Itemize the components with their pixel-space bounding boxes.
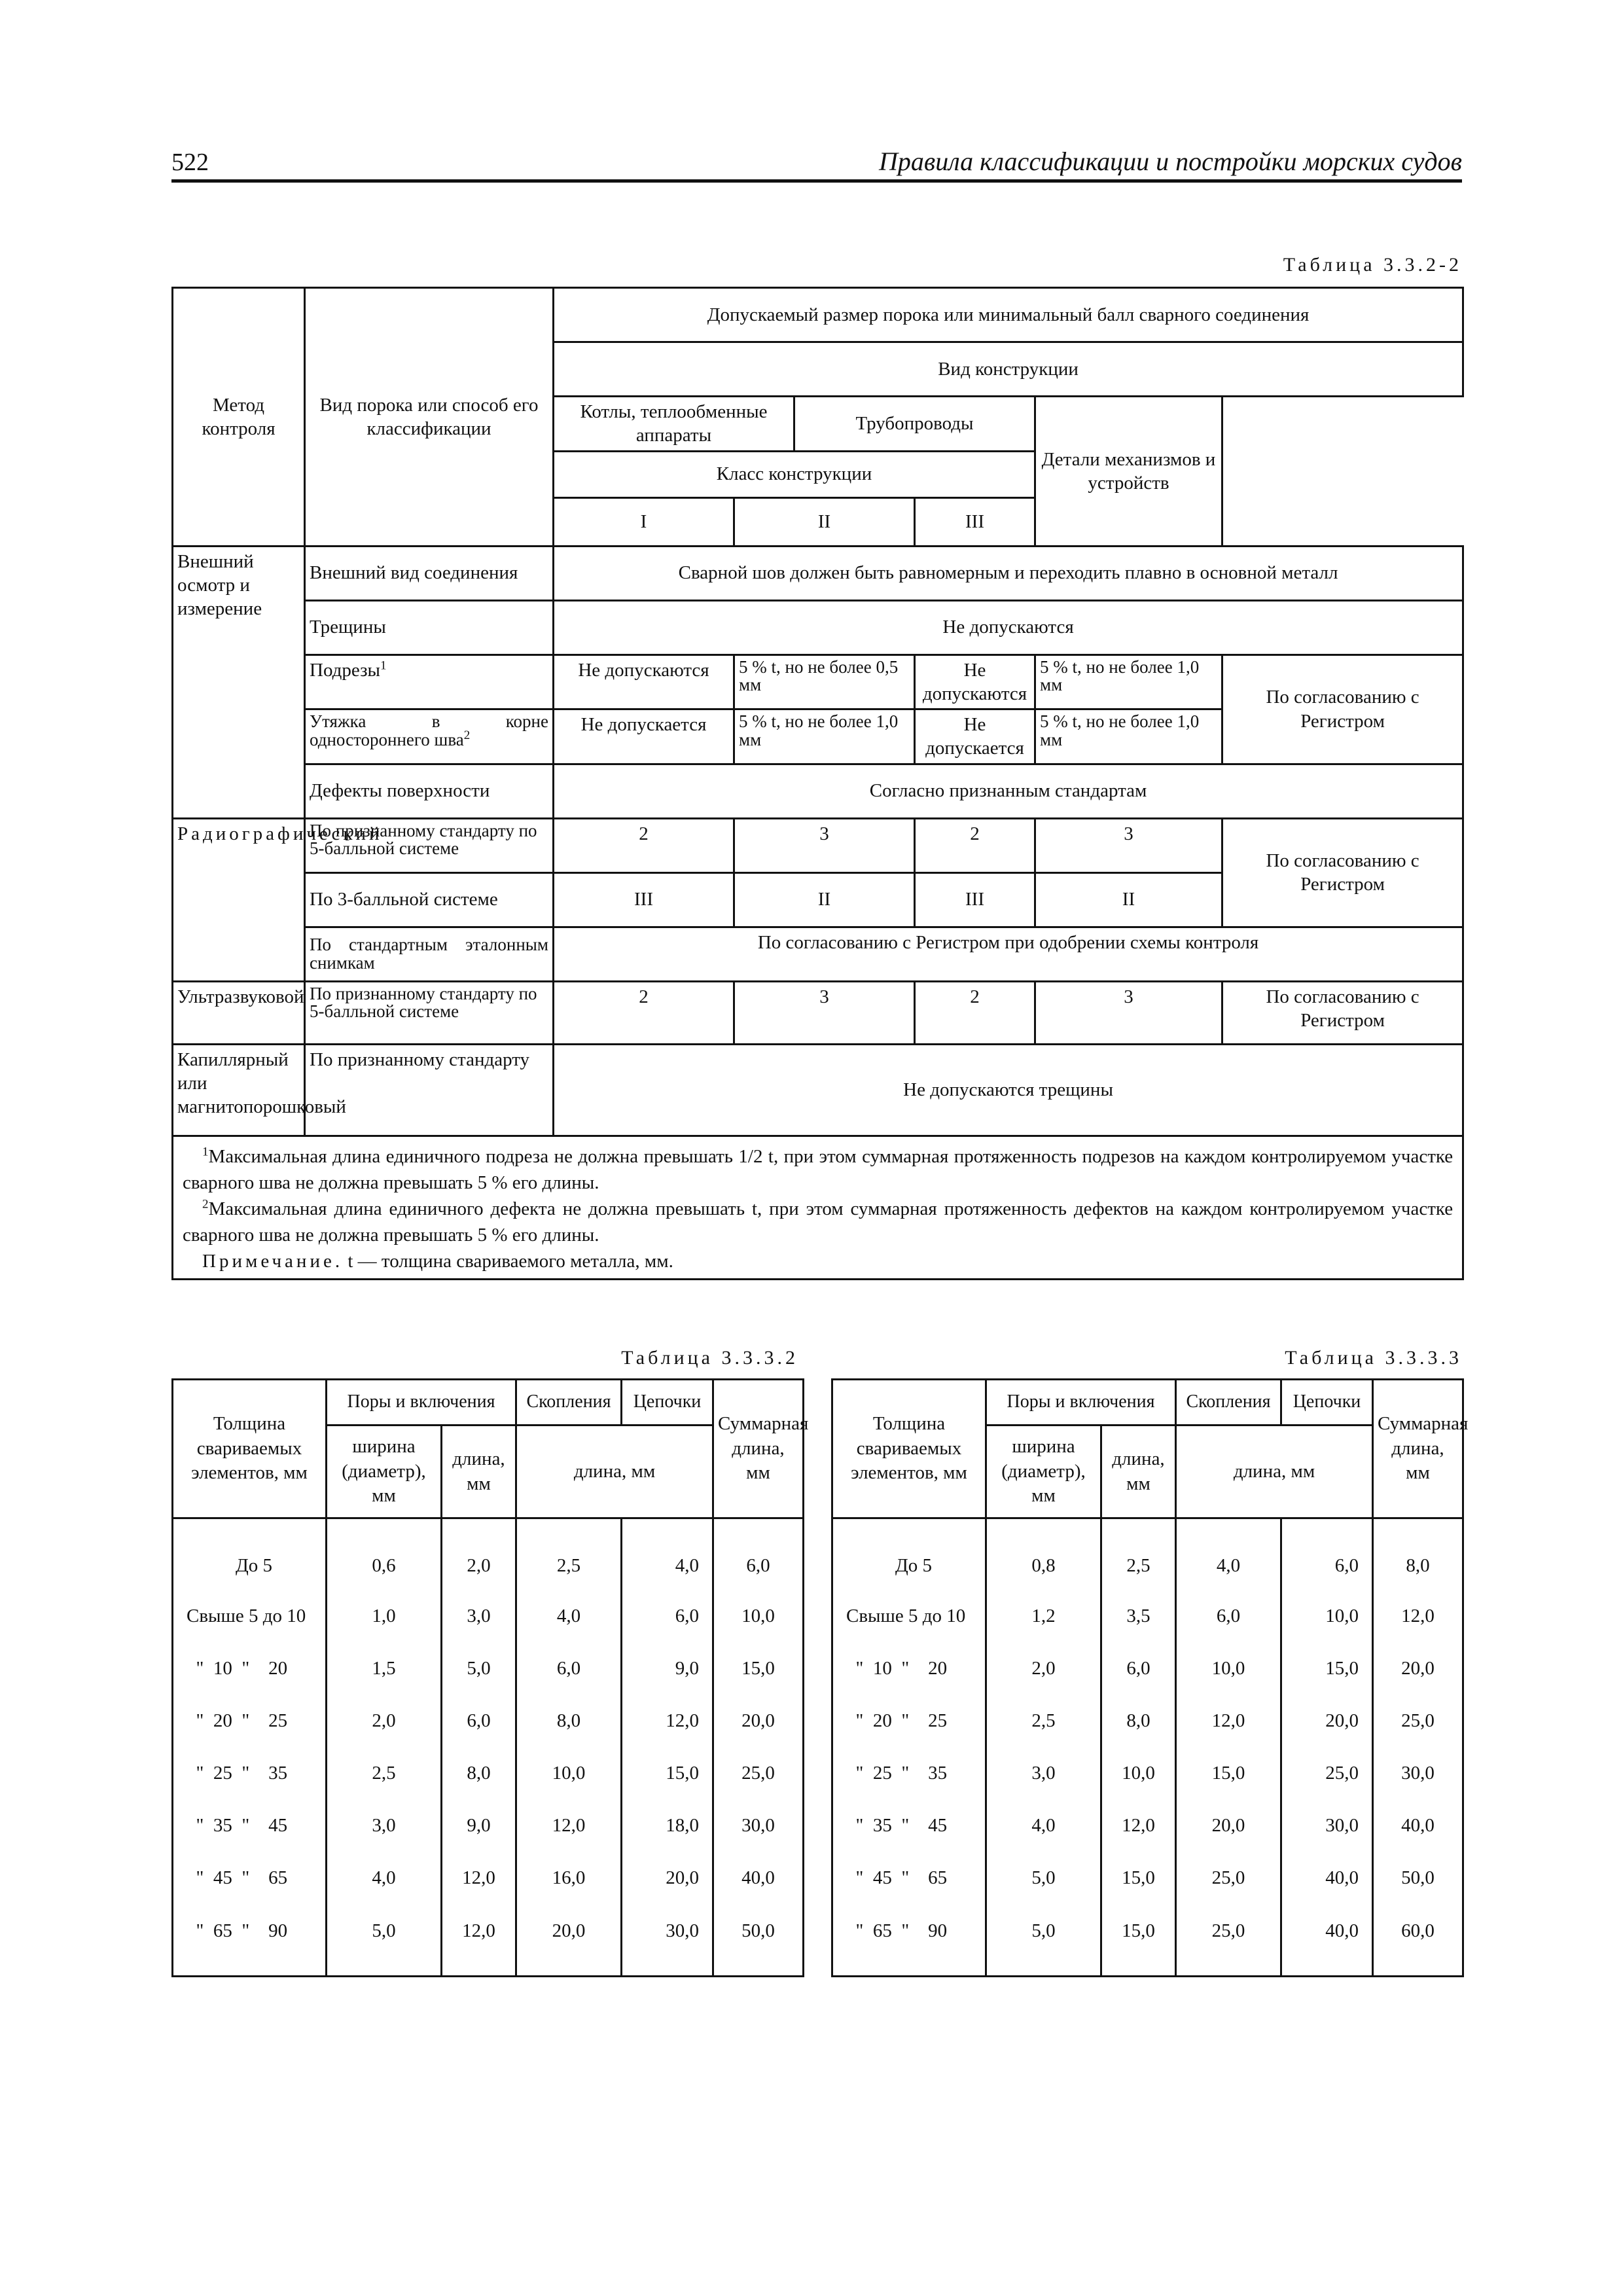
value-cell: 1,2 <box>986 1590 1101 1643</box>
value-cell: 20,0 <box>1373 1643 1463 1695</box>
boilers-header: Котлы, теплообменные аппараты <box>554 397 794 452</box>
class-header: I <box>554 497 734 546</box>
radio-3pt-value: III <box>554 872 734 927</box>
value-cell: 25,0 <box>1373 1695 1463 1748</box>
thickness-cell: " 25 " 35 <box>173 1748 327 1800</box>
pores-header: Поры и включения <box>986 1380 1176 1426</box>
shrink-value: Не допускается <box>554 709 734 764</box>
value-cell: 15,0 <box>622 1748 713 1800</box>
footnote-ref: 1 <box>380 658 387 672</box>
thickness-cell: " 10 " 20 <box>832 1643 986 1695</box>
allowed-size-header: Допускаемый размер порока или минимальный балл сварного соединения <box>554 288 1463 342</box>
capillary-label: По признанному стандарту <box>305 1044 554 1136</box>
table-row <box>832 1518 1463 1590</box>
undercuts-value: 5 % t, но не более 1,0 мм <box>1035 655 1222 709</box>
table-row <box>832 1905 1463 1977</box>
radio-std5-value: 3 <box>734 818 915 872</box>
value-cell: 2,5 <box>516 1518 622 1590</box>
thickness-cell: " 45 " 65 <box>832 1852 986 1905</box>
value-cell: 8,0 <box>1373 1518 1463 1590</box>
running-header <box>171 147 1462 181</box>
footnote-ref: 2 <box>463 728 471 742</box>
radio-ref-value: По согласованию с Регистром при одобрении схемы контроля <box>554 927 1463 981</box>
value-cell: 2,0 <box>986 1643 1101 1695</box>
value-cell: 0,8 <box>986 1518 1101 1590</box>
table-row <box>173 1590 804 1643</box>
value-cell: 20,0 <box>516 1905 622 1977</box>
value-cell: 9,0 <box>442 1800 516 1852</box>
table-row <box>173 1695 804 1748</box>
footnote-1: $^1$Максимальная длина единичного подреза не должна превышать 1/2 t, при этом суммарная протяженность подрезов на каждом контролируемом участке сварного шва не должна превышать 5 % его длины. <box>183 1144 1454 1193</box>
table-row <box>832 1643 1463 1695</box>
total-header: Суммарная длина, мм <box>1373 1380 1463 1518</box>
table-notes <box>173 1136 1463 1279</box>
radio-3pt-value: III <box>915 872 1035 927</box>
table-row <box>173 1905 804 1977</box>
table-caption: Таблица 3.3.3.2 <box>621 1347 798 1369</box>
value-cell: 50,0 <box>1373 1852 1463 1905</box>
table-row <box>173 1852 804 1905</box>
shrink-value: 5 % t, но не более 1,0 мм <box>1035 709 1222 764</box>
ultra-value: 2 <box>915 981 1035 1044</box>
method-ultrasonic: Ультразвуковой <box>173 981 305 1044</box>
chains-header: Цепочки <box>622 1380 713 1426</box>
value-cell: 12,0 <box>442 1905 516 1977</box>
value-cell: 25,0 <box>713 1748 804 1800</box>
defect-acceptance-table <box>171 287 1464 1280</box>
thickness-header: Толщина свариваемых элементов, мм <box>832 1380 986 1518</box>
thickness-header: Толщина свариваемых элементов, мм <box>173 1380 327 1518</box>
value-cell: 5,0 <box>986 1905 1101 1977</box>
note: Примечание. t — толщина свариваемого металла, мм. <box>202 1250 673 1272</box>
value-cell: 6,0 <box>516 1643 622 1695</box>
value-cell: 30,0 <box>713 1800 804 1852</box>
thickness-cell: Свыше 5 до 10 <box>173 1590 327 1643</box>
value-cell: 40,0 <box>1281 1905 1373 1977</box>
value-cell: 5,0 <box>442 1643 516 1695</box>
construction-type-header: Вид конструкции <box>554 342 1463 397</box>
value-cell: 20,0 <box>1176 1800 1281 1852</box>
table-row <box>173 1643 804 1695</box>
surface-value: Согласно признанным стандартам <box>554 764 1463 818</box>
shrink-value: Не допускается <box>915 709 1035 764</box>
value-cell: 12,0 <box>1101 1800 1176 1852</box>
machinery-value: По согласованию с Регистром <box>1222 818 1463 927</box>
value-cell: 3,0 <box>327 1800 442 1852</box>
value-cell: 10,0 <box>1281 1590 1373 1643</box>
table-row <box>832 1800 1463 1852</box>
shrink-value: 5 % t, но не более 1,0 мм <box>734 709 915 764</box>
table-row <box>832 1590 1463 1643</box>
surface-label: Дефекты поверхности <box>305 764 554 818</box>
thickness-cell: " 45 " 65 <box>173 1852 327 1905</box>
length2-header: длина, мм <box>1176 1426 1373 1518</box>
thickness-cell: " 20 " 25 <box>832 1695 986 1748</box>
value-cell: 15,0 <box>1101 1905 1176 1977</box>
machinery-value: По согласованию с Регистром <box>1222 655 1463 764</box>
value-cell: 8,0 <box>442 1748 516 1800</box>
value-cell: 4,0 <box>986 1800 1101 1852</box>
class-header: III <box>915 497 1035 546</box>
value-cell: 1,5 <box>327 1643 442 1695</box>
ultra-value: 2 <box>554 981 734 1044</box>
radio-3pt-label: По 3-балльной системе <box>305 872 554 927</box>
value-cell: 6,0 <box>1176 1590 1281 1643</box>
value-cell: 20,0 <box>1281 1695 1373 1748</box>
value-cell: 12,0 <box>622 1695 713 1748</box>
value-cell: 3,5 <box>1101 1590 1176 1643</box>
table-row <box>173 1800 804 1852</box>
radio-std5-value: 2 <box>554 818 734 872</box>
value-cell: 40,0 <box>713 1852 804 1905</box>
value-cell: 15,0 <box>1176 1748 1281 1800</box>
page-number: 522 <box>171 149 209 176</box>
table-row <box>173 1518 804 1590</box>
method-radio: Радиографический <box>173 818 305 981</box>
appearance-label: Внешний вид соединения <box>305 546 554 600</box>
length2-header: длина, мм <box>516 1426 713 1518</box>
table-row <box>832 1695 1463 1748</box>
thickness-cell: " 65 " 90 <box>173 1905 327 1977</box>
value-cell: 60,0 <box>1373 1905 1463 1977</box>
radio-std5-value: 2 <box>915 818 1035 872</box>
thickness-cell: " 25 " 35 <box>832 1748 986 1800</box>
radio-ref-label: По стандартным эталонным снимкам <box>305 927 554 981</box>
width-header: ширина (диаметр), мм <box>327 1426 442 1518</box>
value-cell: 4,0 <box>327 1852 442 1905</box>
thickness-cell: " 35 " 45 <box>832 1800 986 1852</box>
value-cell: 30,0 <box>1281 1800 1373 1852</box>
value-cell: 0,6 <box>327 1518 442 1590</box>
method-visual: Внешний осмотр и измерение <box>173 546 305 818</box>
value-cell: 12,0 <box>1176 1695 1281 1748</box>
construction-class-header: Класс конструкции <box>554 451 1035 497</box>
value-cell: 20,0 <box>713 1695 804 1748</box>
table-caption: Таблица 3.3.2-2 <box>1283 254 1462 276</box>
class-header: II <box>734 497 915 546</box>
thickness-cell: " 20 " 25 <box>173 1695 327 1748</box>
value-cell: 2,0 <box>327 1695 442 1748</box>
table-body <box>832 1518 1463 1977</box>
radio-std5-value: 3 <box>1035 818 1222 872</box>
value-cell: 6,0 <box>713 1518 804 1590</box>
col-method-header: Метод контроля <box>173 288 305 547</box>
table-caption: Таблица 3.3.3.3 <box>1285 1347 1462 1369</box>
undercuts-value: Не допускаются <box>915 655 1035 709</box>
thickness-cell: " 65 " 90 <box>832 1905 986 1977</box>
value-cell: 5,0 <box>327 1905 442 1977</box>
value-cell: 15,0 <box>1281 1643 1373 1695</box>
appearance-value: Сварной шов должен быть равномерным и переходить плавно в основной металл <box>554 546 1463 600</box>
value-cell: 2,5 <box>327 1748 442 1800</box>
undercuts-label: Подрезы$^1$ <box>305 655 554 709</box>
table-body <box>173 1518 804 1977</box>
value-cell: 1,0 <box>327 1590 442 1643</box>
value-cell: 2,5 <box>1101 1518 1176 1590</box>
value-cell: 6,0 <box>442 1695 516 1748</box>
value-cell: 15,0 <box>713 1643 804 1695</box>
footnote-2: $^2$Максимальная длина единичного дефекта не должна превышать t, при этом суммарная протяженность дефектов на каждом контролируемом участке сварного шва не должна превышать 5 % его длины. <box>183 1196 1454 1246</box>
cracks-label: Трещины <box>305 600 554 655</box>
undercuts-value: 5 % t, но не более 0,5 мм <box>734 655 915 709</box>
pores-table-left <box>171 1378 809 1977</box>
ultra-value: 3 <box>1035 981 1222 1044</box>
pores-header: Поры и включения <box>327 1380 516 1426</box>
value-cell: 30,0 <box>1373 1748 1463 1800</box>
table-row <box>173 1748 804 1800</box>
total-header: Суммарная длина, мм <box>713 1380 804 1518</box>
cracks-value: Не допускаются <box>554 600 1463 655</box>
chains-header: Цепочки <box>1281 1380 1373 1426</box>
value-cell: 25,0 <box>1281 1748 1373 1800</box>
thickness-cell: " 35 " 45 <box>173 1800 327 1852</box>
value-cell: 8,0 <box>1101 1695 1176 1748</box>
thickness-cell: Свыше 5 до 10 <box>832 1590 986 1643</box>
pipelines-header: Трубопроводы <box>794 397 1035 452</box>
running-title: Правила классификации и постройки морских судов <box>878 147 1462 176</box>
value-cell: 16,0 <box>516 1852 622 1905</box>
length-header: длина, мм <box>442 1426 516 1518</box>
radio-3pt-value: II <box>1035 872 1222 927</box>
value-cell: 12,0 <box>1373 1590 1463 1643</box>
value-cell: 6,0 <box>1101 1643 1176 1695</box>
value-cell: 3,0 <box>986 1748 1101 1800</box>
machinery-value: По согласованию с Регистром <box>1222 981 1463 1044</box>
value-cell: 5,0 <box>986 1852 1101 1905</box>
value-cell: 6,0 <box>1281 1518 1373 1590</box>
value-cell: 3,0 <box>442 1590 516 1643</box>
value-cell: 9,0 <box>622 1643 713 1695</box>
value-cell: 25,0 <box>1176 1905 1281 1977</box>
value-cell: 2,5 <box>986 1695 1101 1748</box>
value-cell: 40,0 <box>1281 1852 1373 1905</box>
value-cell: 6,0 <box>622 1590 713 1643</box>
clusters-header: Скопления <box>516 1380 622 1426</box>
value-cell: 40,0 <box>1373 1800 1463 1852</box>
header-rule <box>171 179 1462 183</box>
value-cell: 15,0 <box>1101 1852 1176 1905</box>
width-header: ширина (диаметр), мм <box>986 1426 1101 1518</box>
value-cell: 12,0 <box>442 1852 516 1905</box>
value-cell: 4,0 <box>1176 1518 1281 1590</box>
value-cell: 10,0 <box>1101 1748 1176 1800</box>
value-cell: 30,0 <box>622 1905 713 1977</box>
value-cell: 50,0 <box>713 1905 804 1977</box>
col-defect-header: Вид порока или способ его классификации <box>305 288 554 547</box>
radio-std5-label: По признанному стандарту по 5-балльной системе <box>305 818 554 872</box>
clusters-header: Скопления <box>1176 1380 1281 1426</box>
value-cell: 18,0 <box>622 1800 713 1852</box>
machinery-header: Детали механизмов и устройств <box>1035 397 1222 547</box>
value-cell: 12,0 <box>516 1800 622 1852</box>
value-cell: 10,0 <box>713 1590 804 1643</box>
shrink-label: Утяжка в корне одностороннего шва$^2$ <box>305 709 554 764</box>
value-cell: 25,0 <box>1176 1852 1281 1905</box>
value-cell: 2,0 <box>442 1518 516 1590</box>
table-row <box>832 1748 1463 1800</box>
undercuts-value: Не допускаются <box>554 655 734 709</box>
thickness-cell: До 5 <box>832 1518 986 1590</box>
value-cell: 8,0 <box>516 1695 622 1748</box>
length-header: длина, мм <box>1101 1426 1176 1518</box>
table-row <box>832 1852 1463 1905</box>
value-cell: 10,0 <box>1176 1643 1281 1695</box>
radio-3pt-value: II <box>734 872 915 927</box>
ultra-value: 3 <box>734 981 915 1044</box>
value-cell: 10,0 <box>516 1748 622 1800</box>
value-cell: 4,0 <box>516 1590 622 1643</box>
thickness-cell: " 10 " 20 <box>173 1643 327 1695</box>
pores-table-right <box>831 1378 1469 1977</box>
ultra-label: По признанному стандарту по 5-балльной системе <box>305 981 554 1044</box>
thickness-cell: До 5 <box>173 1518 327 1590</box>
value-cell: 20,0 <box>622 1852 713 1905</box>
capillary-value: Не допускаются трещины <box>554 1044 1463 1136</box>
value-cell: 4,0 <box>622 1518 713 1590</box>
method-capillary: Капиллярный или магнитопорошковый <box>173 1044 305 1136</box>
